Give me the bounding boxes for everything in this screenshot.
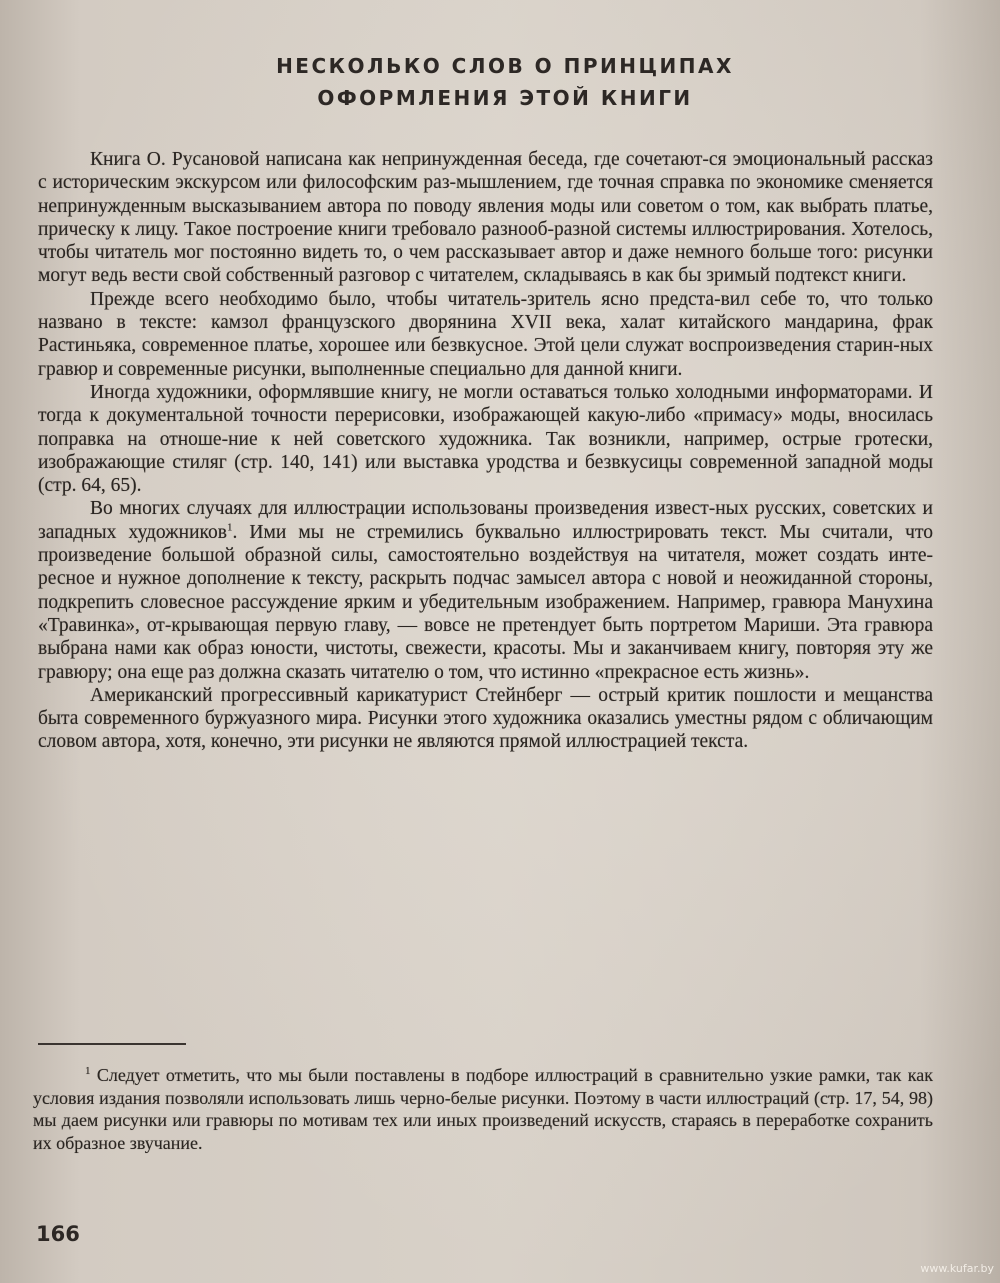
paragraph-4-start: Во многих случаях для иллюстрации использованы произведения извест-ных русских, советских и западных художников — [38, 498, 933, 543]
footnote-marker: 1 — [85, 1065, 91, 1077]
paragraph-1: Книга О. Русановой написана как непринужденная беседа, где сочетают-ся эмоциональный рассказ с историческим экскурсом или философским раз-мышлением, где точная справка по экономике сменяется непринужденным высказыванием автора по поводу явления моды или советом о том, как выбрать платье, прическу к лицу. Такое построение книги требовало разнооб-разной системы иллюстрирования. Хотелось, чтобы читатель мог постоянно видеть то, о чем рассказывает автор и даже немного больше того: рисунки могут ведь вести свой собственный разговор с читателем, складываясь в как бы зримый подтекст книги. — [38, 149, 933, 287]
watermark: www.kufar.by — [920, 1262, 994, 1275]
paragraph-2: Прежде всего необходимо было, чтобы читатель-зритель ясно предста-вил себе то, что только названо в тексте: камзол французского дворянина XVII века, халат китайского мандарина, фрак Растиньяка, современное платье, хорошее или безвкусное. Этой цели служат воспроизведения старин-ных гравюр и современные рисунки, выполненные специально для данной книги. — [38, 288, 933, 380]
paragraph-5: Американский прогрессивный карикатурист Стейнберг — острый критик пошлости и мещанства быта современного буржуазного мира. Рисунки этого художника оказались уместны рядом с обличающим словом автора, хотя, конечно, эти рисунки не являются прямой иллюстрацией текста. — [38, 684, 933, 753]
body-text — [38, 148, 933, 754]
page-title — [140, 50, 870, 114]
title-line-1: НЕСКОЛЬКО СЛОВ О ПРИНЦИПАХ — [276, 54, 734, 78]
paragraph-4-rest: . Ими мы не стремились буквально иллюстрировать текст. Мы считали, что произведение большой образной силы, самостоятельно воздействуя на читателя, может создать инте-ресное и нужное дополнение к тексту, раскрыть подчас замысел автора с новой и неожиданной стороны, подкрепить словесное рассуждение ярким и убедительным изображением. Например, гравюра Манухина «Травинка», от-крывающая первую главу, — вовсе не претендует быть портретом Мариши. Эта гравюра выбрана нами как образ юности, чистоты, свежести, красоты. Мы и заканчиваем книгу, повторяя эту же гравюру; она еще раз должна сказать читателю о том, что истинно «прекрасное есть жизнь». — [38, 521, 934, 683]
paragraph-4 — [38, 497, 933, 683]
page-number: 166 — [36, 1222, 80, 1246]
footnote-divider — [38, 1043, 186, 1045]
paragraph-3: Иногда художники, оформлявшие книгу, не могли оставаться только холодными информаторами. И тогда к документальной точности перерисовки, изображающей какую-либо «примасу» моды, вносилась поправка на отноше-ние к ней советского художника. Так возникли, например, острые гротески, изображающие стиляг (стр. 140, 141) или выставка уродства и безвкусицы современной западной моды (стр. 64, 65). — [38, 381, 933, 497]
footnote-reference: 1 — [226, 521, 233, 534]
footnote-text: Следует отметить, что мы были поставлены в подборе иллюстраций в сравнительно узкие рамки, так как условия издания позволяли использовать лишь черно-белые рисунки. Поэтому в части иллюстраций (стр. 17, 54, 98) мы даем рисунки или гравюры по мотивам тех или иных произведений искусств, стараясь в переработке сохранить их образное звучание. — [33, 1065, 934, 1153]
footnote — [33, 1064, 933, 1154]
title-line-2: ОФОРМЛЕНИЯ ЭТОЙ КНИГИ — [317, 86, 693, 110]
